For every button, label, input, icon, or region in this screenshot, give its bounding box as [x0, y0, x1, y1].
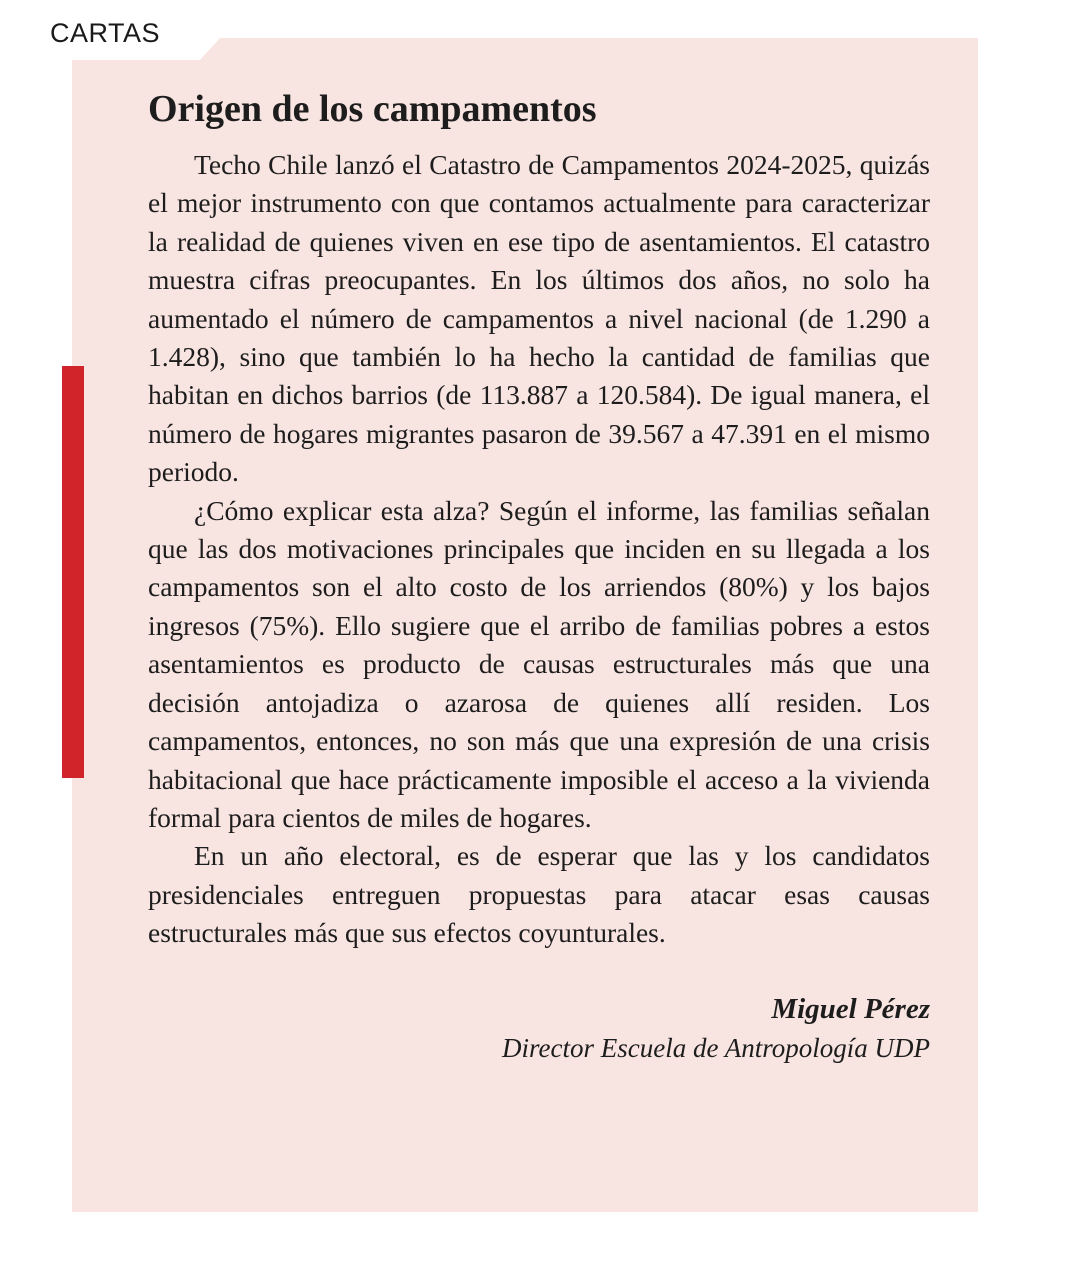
letter-title: Origen de los campamentos	[148, 88, 597, 130]
letter-paragraph-2: ¿Cómo explicar esta alza? Según el informe, las familias señalan que las dos motivaciones principales que inciden en su llegada a los campamentos son el alto costo de los arriendos (80%) y los bajos ingresos (75%). Ello sugiere que el arribo de familias pobres a estos asentamientos es producto de causas estructurales más que una decisión antojadiza o azarosa de quienes allí residen. Los campamentos, entonces, no son más que una expresión de una crisis habitacional que hace prácticamente imposible el acceso a la vivienda formal para cientos de miles de hogares.	[148, 494, 930, 833]
letter-paragraph-3: En un año electoral, es de esperar que las y los candidatos presidenciales entreguen propuestas para atacar esas causas estructurales más que sus efectos coyunturales.	[148, 840, 930, 949]
author-title: Director Escuela de Antropología UDP	[502, 1032, 930, 1063]
author-name: Miguel Pérez	[771, 992, 930, 1025]
section-label: CARTAS	[50, 18, 161, 48]
letter-content	[148, 86, 930, 1067]
letter-paragraph-1: Techo Chile lanzó el Catastro de Campamentos 2024-2025, quizás el mejor instrumento con que contamos actualmente para caracterizar la realidad de quienes viven en ese tipo de asentamientos. El catastro muestra cifras preocupantes. En los últimos dos años, no solo ha aumentado el número de campamentos a nivel nacional (de 1.290 a 1.428), sino que también lo ha hecho la cantidad de familias que habitan en dichos barrios (de 113.887 a 120.584). De igual manera, el número de hogares migrantes pasaron de 39.567 a 47.391 en el mismo periodo.	[148, 149, 930, 488]
accent-bar	[62, 366, 84, 778]
signature-block	[148, 989, 930, 1067]
